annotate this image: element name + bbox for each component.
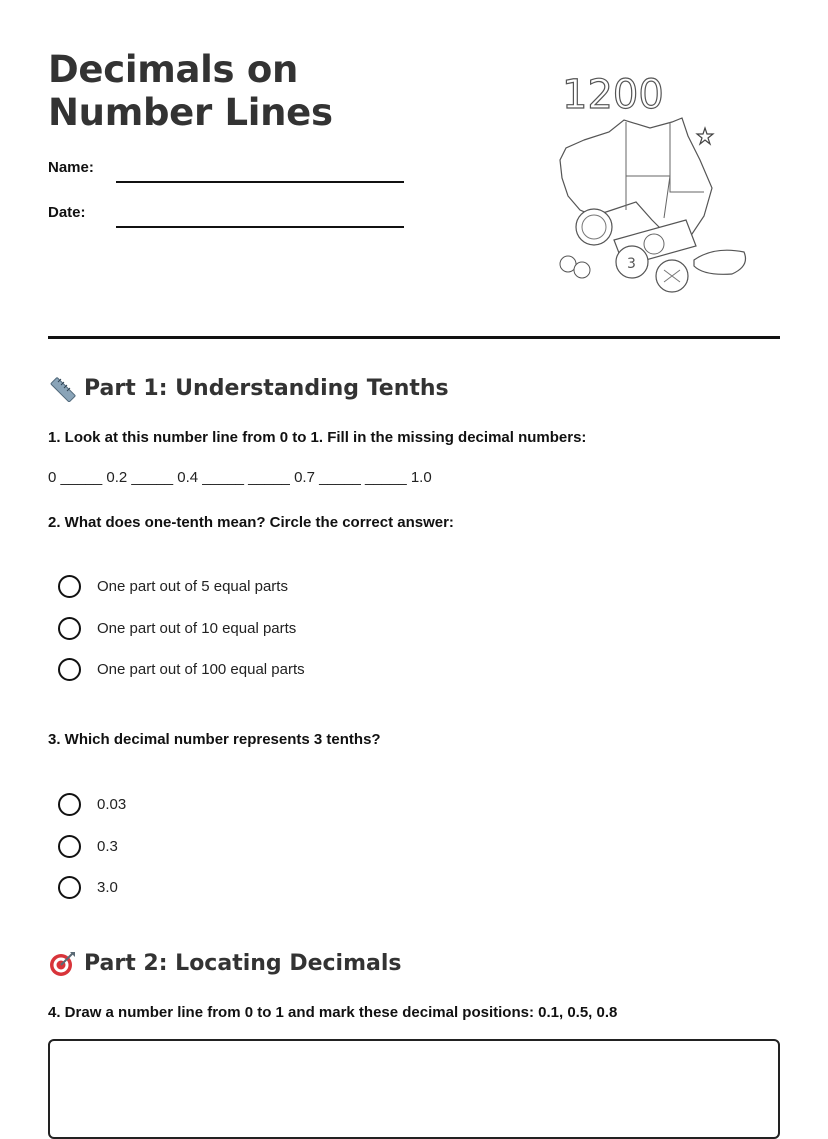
header-divider (48, 336, 780, 339)
q3-option-2[interactable] (58, 835, 118, 858)
name-line[interactable] (116, 181, 404, 183)
drawing-answer-box[interactable] (48, 1039, 780, 1139)
target-icon (48, 949, 76, 977)
question-2: 2. What does one-tenth mean? Circle the correct answer: (48, 514, 454, 531)
radio-circle-icon[interactable] (58, 876, 81, 899)
date-line[interactable] (116, 226, 404, 228)
part2-title-text: Part 2: Locating Decimals (84, 950, 402, 976)
q3-option-3-label: 3.0 (97, 879, 118, 896)
question-3: 3. Which decimal number represents 3 tenths? (48, 731, 381, 748)
part1-title-text: Part 1: Understanding Tenths (84, 375, 449, 401)
q2-option-3-label: One part out of 100 equal parts (97, 661, 305, 678)
part2-title (48, 949, 402, 977)
radio-circle-icon[interactable] (58, 658, 81, 681)
q3-option-1-label: 0.03 (97, 796, 127, 813)
q3-option-1[interactable] (58, 793, 126, 816)
part1-title (48, 374, 449, 402)
q2-option-2-label: One part out of 10 equal parts (97, 620, 297, 637)
date-label: Date: (48, 204, 86, 221)
question-4: 4. Draw a number line from 0 to 1 and mark these decimal positions: 0.1, 0.5, 0.8 (48, 1004, 618, 1021)
name-label: Name: (48, 159, 94, 176)
logo-number: 1200 (562, 72, 664, 118)
q2-option-2[interactable] (58, 617, 296, 640)
q3-option-2-label: 0.3 (97, 838, 118, 855)
q2-option-1[interactable] (58, 575, 288, 598)
q2-option-3[interactable] (58, 658, 305, 681)
question-1: 1. Look at this number line from 0 to 1. Fill in the missing decimal numbers: (48, 429, 587, 446)
number-line-sequence[interactable]: 0 _____ 0.2 _____ 0.4 _____ _____ 0.7 _____ _____ 1.0 (48, 469, 432, 486)
radio-circle-icon[interactable] (58, 617, 81, 640)
radio-circle-icon[interactable] (58, 835, 81, 858)
q3-option-3[interactable] (58, 876, 118, 899)
ruler-icon (48, 374, 76, 402)
page-title: Decimals on Number Lines (48, 48, 333, 134)
australia-coins-icon (554, 70, 750, 296)
radio-circle-icon[interactable] (58, 575, 81, 598)
svg-text:3: 3 (627, 256, 636, 272)
q2-option-1-label: One part out of 5 equal parts (97, 578, 288, 595)
radio-circle-icon[interactable] (58, 793, 81, 816)
